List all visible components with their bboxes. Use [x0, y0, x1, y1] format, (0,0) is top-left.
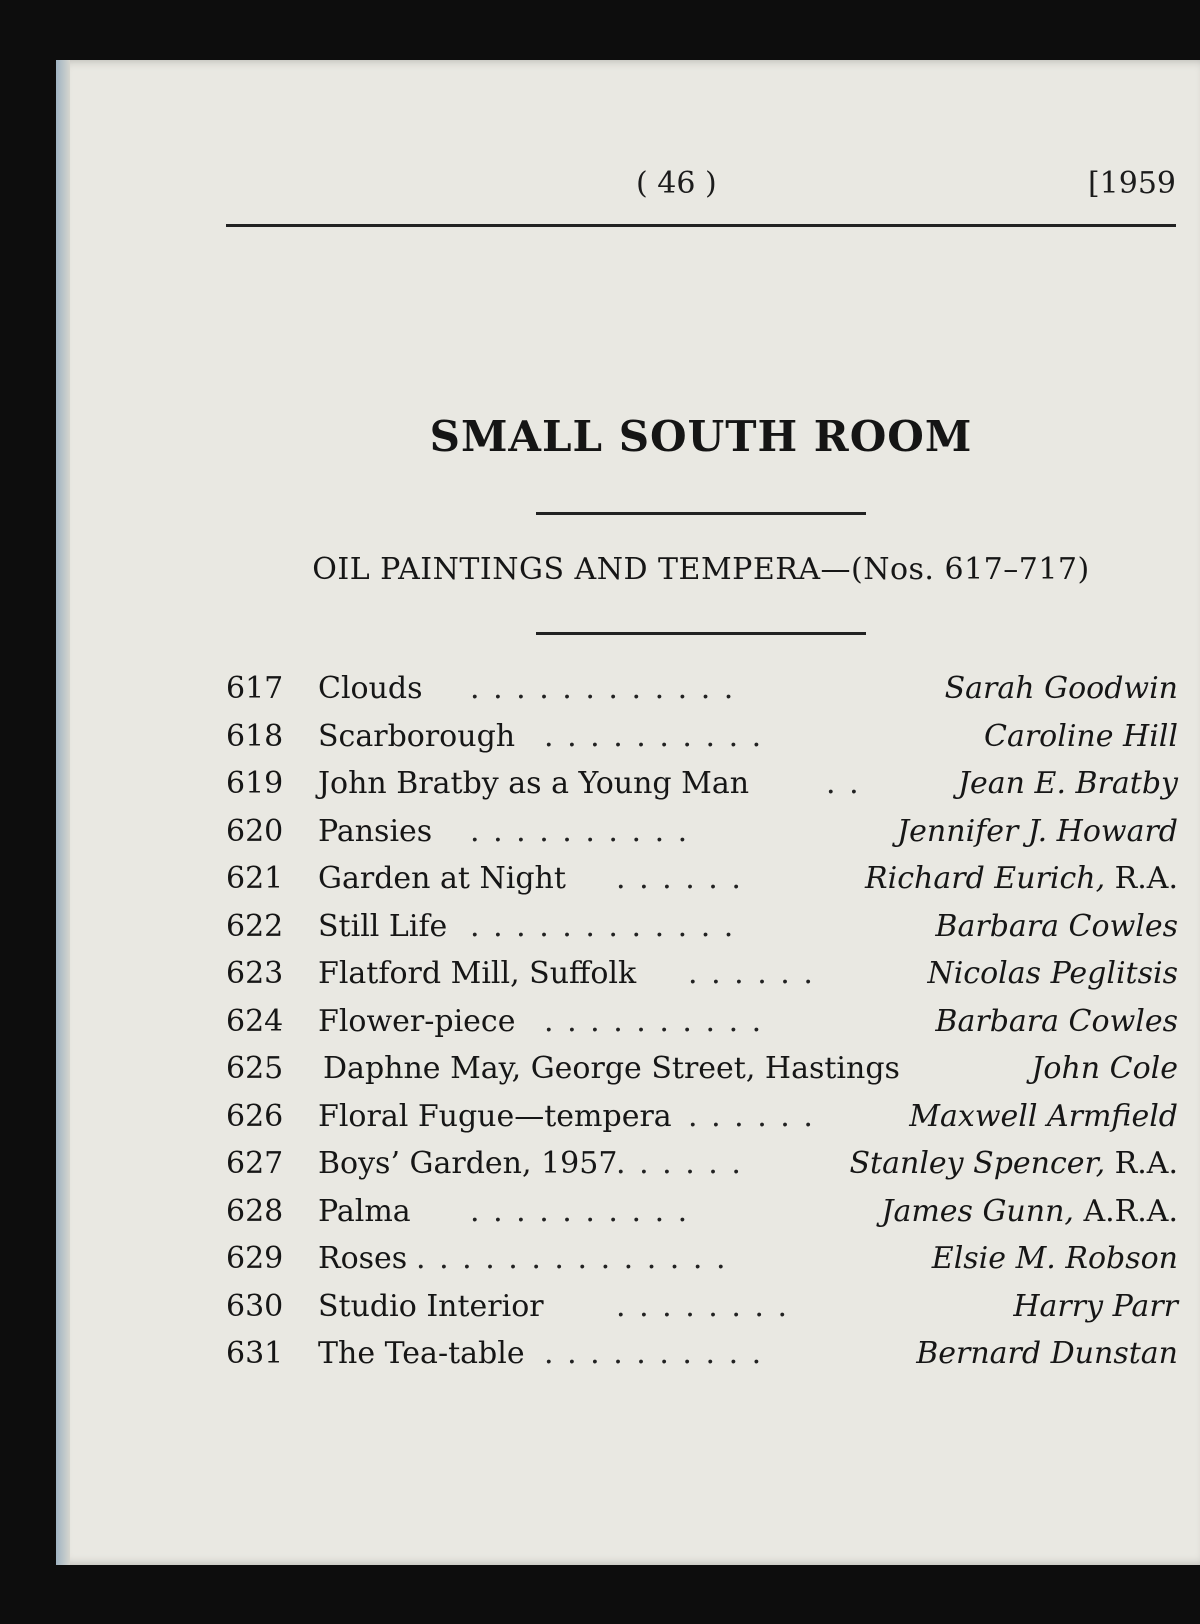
page-number: ( 46 ) — [636, 166, 717, 201]
entry-title: Roses — [318, 1241, 408, 1276]
entry-artist: Barbara Cowles — [935, 908, 1178, 944]
entry-title: Boys’ Garden, 1957 — [318, 1146, 618, 1181]
dot-leader: . . — [826, 766, 861, 801]
entry-number: 630 — [226, 1288, 284, 1324]
dot-leader: . . . . . . . . . . — [544, 1336, 764, 1371]
entry-artist: Maxwell Armfield — [909, 1098, 1178, 1134]
catalogue-entry — [226, 766, 1178, 814]
entry-artist: John Cole — [1031, 1051, 1178, 1086]
entry-artist: Elsie M. Robson — [931, 1241, 1178, 1276]
page-edge — [56, 60, 70, 1565]
entry-number: 628 — [226, 1193, 284, 1229]
catalogue-entry — [226, 719, 1178, 767]
catalogue-entry — [226, 1099, 1178, 1147]
entry-title: Studio Interior — [318, 1288, 544, 1324]
entry-number: 620 — [226, 813, 284, 849]
entry-title: John Bratby as a Young Man — [318, 766, 750, 801]
entry-artist: Stanley Spencer, R.A. — [849, 1146, 1178, 1181]
catalogue-entry — [226, 1241, 1178, 1289]
catalogue-entry — [226, 814, 1178, 862]
entry-artist: Barbara Cowles — [935, 1003, 1178, 1039]
dot-leader: . . . . . . — [688, 1098, 815, 1134]
entry-number: 631 — [226, 1336, 284, 1371]
entry-title: Clouds — [318, 671, 423, 706]
entry-number: 626 — [226, 1098, 284, 1134]
entry-artist: Bernard Dunstan — [916, 1336, 1178, 1371]
entry-title: The Tea-table — [318, 1336, 525, 1371]
entry-title: Scarborough — [318, 718, 516, 754]
dot-leader: . . . . . . — [616, 861, 743, 896]
entry-number: 617 — [226, 671, 284, 706]
entry-title: Pansies — [318, 813, 433, 849]
entry-title: Still Life — [318, 908, 448, 944]
dot-leader: . . . . . . . . . . . . — [470, 671, 736, 706]
entry-artist: Jean E. Bratby — [958, 766, 1178, 801]
dot-leader: . . . . . . . . . . . . — [470, 908, 736, 944]
dot-leader: . . . . . . . . . . — [470, 1193, 690, 1229]
entry-number: 629 — [226, 1241, 284, 1276]
entry-number: 622 — [226, 908, 284, 944]
section-title: OIL PAINTINGS AND TEMPERA—(Nos. 617–717) — [312, 552, 1090, 587]
entry-number: 619 — [226, 766, 284, 801]
dot-leader: . . . . . . — [688, 956, 815, 991]
divider-rule — [536, 512, 866, 515]
header-rule — [226, 224, 1176, 227]
entry-artist: Harry Parr — [1013, 1288, 1178, 1324]
entry-artist: James Gunn, A.R.A. — [881, 1193, 1178, 1229]
entry-title: Garden at Night — [318, 861, 566, 896]
entry-title: Flatford Mill, Suffolk — [318, 956, 637, 991]
dot-leader: . . . . . . . . . . — [544, 1003, 764, 1039]
entry-number: 623 — [226, 956, 284, 991]
entry-artist: Nicolas Peglitsis — [927, 956, 1178, 991]
catalogue-list — [226, 671, 1178, 1384]
page-header — [226, 166, 1176, 216]
catalogue-entry — [226, 1146, 1178, 1194]
catalogue-entry — [226, 909, 1178, 957]
room-title: SMALL SOUTH ROOM — [429, 412, 973, 461]
entry-title: Palma — [318, 1193, 411, 1229]
entry-artist: Sarah Goodwin — [944, 671, 1178, 706]
dot-leader: . . . . . . . . . . — [470, 813, 690, 849]
catalogue-entry — [226, 1289, 1178, 1337]
dot-leader: . . . . . . — [616, 1146, 743, 1181]
entry-number: 627 — [226, 1146, 284, 1181]
catalogue-entry — [226, 1336, 1178, 1384]
dot-leader: . . . . . . . . . . . . . . — [416, 1241, 728, 1276]
entry-number: 625 — [226, 1051, 284, 1086]
entry-number: 618 — [226, 718, 284, 754]
dot-leader: . . . . . . . . — [616, 1288, 790, 1324]
entry-title: Daphne May, George Street, Hastings — [323, 1051, 900, 1086]
dot-leader: . . . . . . . . . . — [544, 718, 764, 754]
catalogue-entry — [226, 671, 1178, 719]
catalogue-entry — [226, 1194, 1178, 1242]
entry-artist: Richard Eurich, R.A. — [865, 861, 1178, 896]
catalogue-entry — [226, 1004, 1178, 1052]
entry-artist: Jennifer J. Howard — [897, 813, 1178, 849]
entry-title: Floral Fugue—tempera — [318, 1098, 672, 1134]
entry-number: 624 — [226, 1003, 284, 1039]
catalogue-entry — [226, 956, 1178, 1004]
header-year: [1959 — [1087, 166, 1176, 201]
divider-rule — [536, 632, 866, 635]
catalogue-entry — [226, 861, 1178, 909]
catalogue-entry — [226, 1051, 1178, 1099]
entry-number: 621 — [226, 861, 284, 896]
entry-title: Flower-piece — [318, 1003, 516, 1039]
entry-artist: Caroline Hill — [984, 718, 1178, 754]
